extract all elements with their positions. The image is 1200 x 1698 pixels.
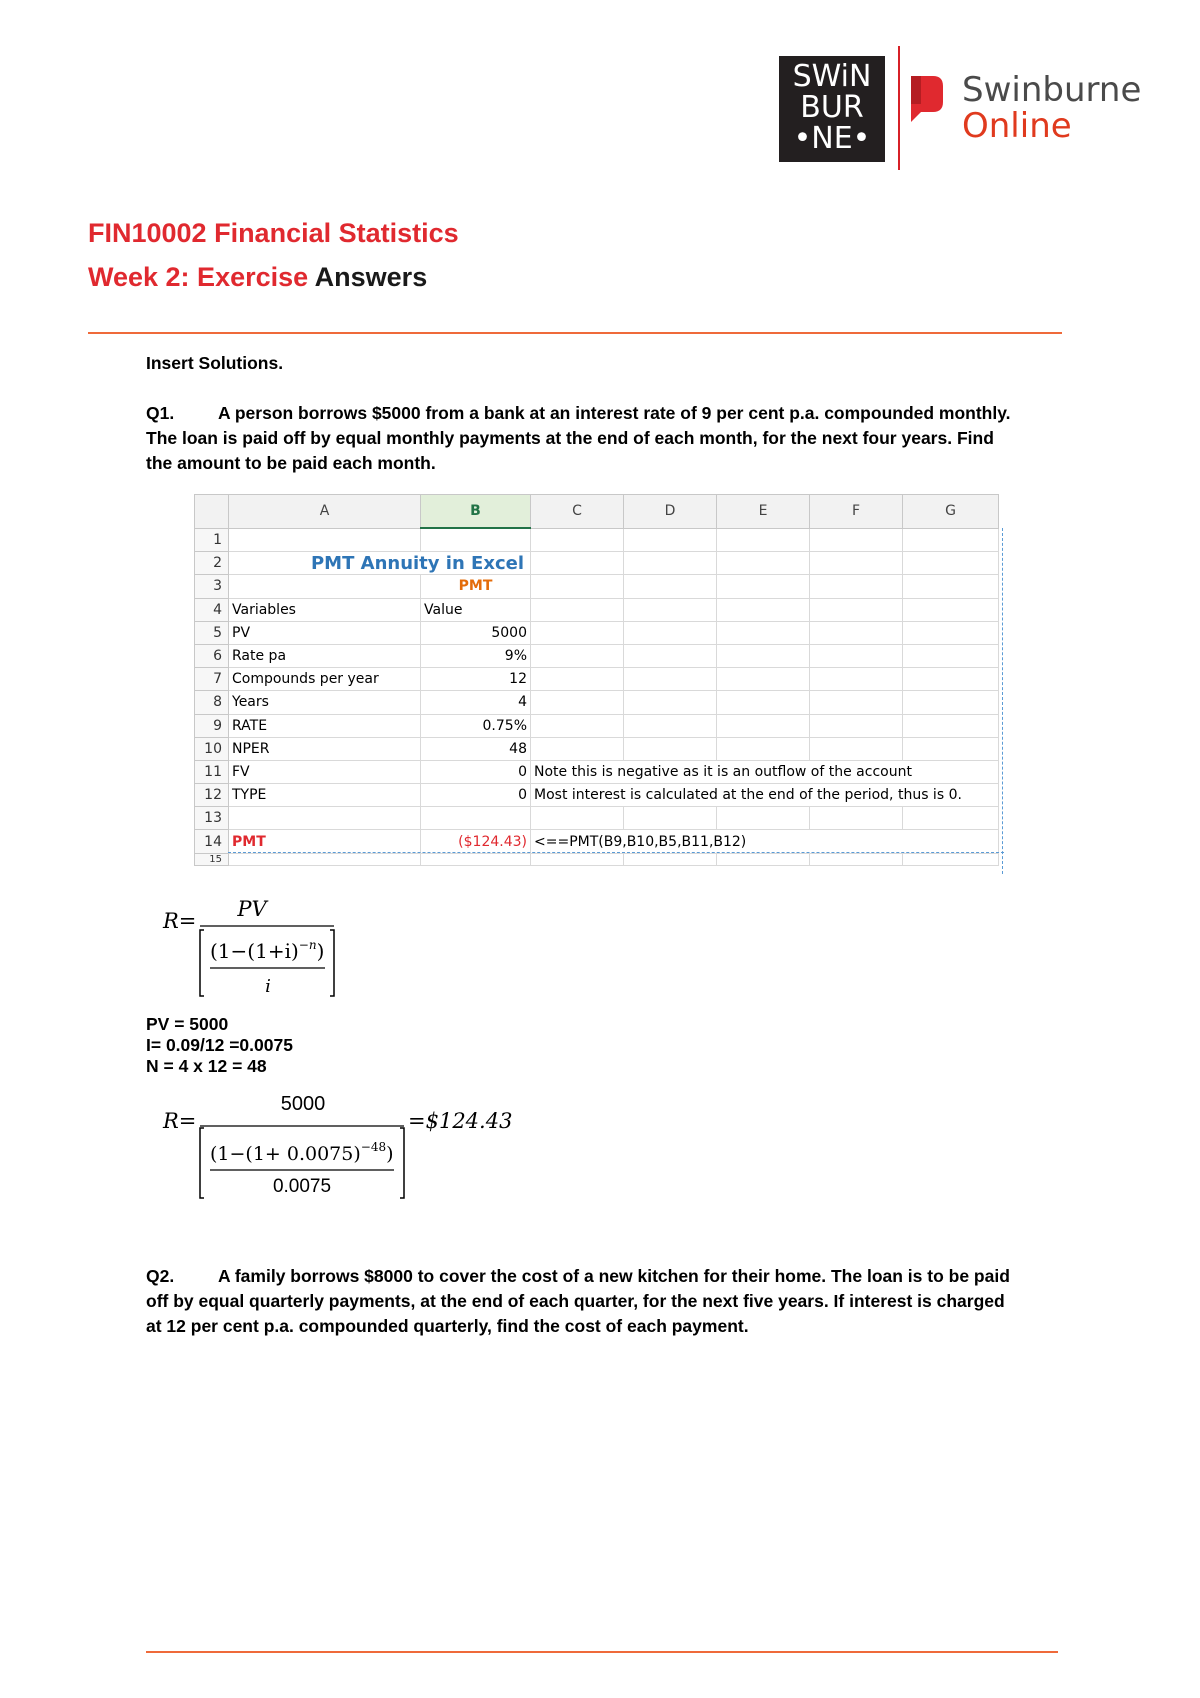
cell[interactable] [717,714,810,737]
cell-b[interactable]: 48 [421,737,531,760]
row-number[interactable]: 4 [195,598,229,621]
cell[interactable] [717,644,810,667]
logo-line-1: SWiN [792,59,872,94]
cell-note[interactable]: Note this is negative as it is an outflow of the account [531,760,999,783]
select-all-corner[interactable] [195,495,229,529]
cell[interactable] [624,807,717,830]
cell[interactable] [531,552,624,575]
cell[interactable] [810,598,903,621]
row-number[interactable]: 15 [195,853,229,865]
cell[interactable] [903,575,999,598]
sheet-row [195,691,999,714]
cell[interactable] [624,714,717,737]
print-area-right-border [1002,528,1003,874]
q2-line-3: at 12 per cent p.a. compounded quarterly, find the cost of each payment. [146,1316,749,1336]
week-title [88,262,427,293]
cell-a[interactable]: Years [229,691,421,714]
cell[interactable] [810,691,903,714]
logo-divider [898,46,900,170]
wordmark-online: Online [962,106,1072,146]
q2-text [146,1264,1066,1339]
sheet-row [195,714,999,737]
cell[interactable] [903,737,999,760]
sheet-subtitle-cell[interactable]: PMT [421,575,531,598]
cell[interactable] [531,644,624,667]
q1-text [146,401,1066,476]
cell[interactable] [903,644,999,667]
cell[interactable] [717,575,810,598]
sheet-row [195,598,999,621]
cell[interactable] [903,853,999,865]
cell[interactable] [810,621,903,644]
cell-b[interactable]: 0.75% [421,714,531,737]
cell[interactable] [624,575,717,598]
cell[interactable] [717,528,810,552]
week-title-black: Answers [314,262,428,292]
q1-line-2: The loan is paid off by equal monthly payments at the end of each month, for the next four years. Find [146,428,994,448]
cell[interactable] [229,575,421,598]
cell[interactable] [531,575,624,598]
cell[interactable] [531,853,624,865]
cell[interactable] [421,807,531,830]
row-number[interactable]: 2 [195,552,229,575]
column-header-d[interactable]: D [624,495,717,529]
week-title-red: Week 2: Exercise [88,262,309,292]
row-number[interactable]: 1 [195,528,229,552]
cell[interactable] [810,737,903,760]
formula2-inner: $(1-(1+ 0.0075)^{-48})$ [210,1140,394,1165]
cell[interactable] [624,621,717,644]
cell-b[interactable]: 12 [421,668,531,691]
cell[interactable] [624,598,717,621]
cell[interactable] [531,714,624,737]
cell[interactable] [903,714,999,737]
cell[interactable] [903,621,999,644]
row-number[interactable]: 3 [195,575,229,598]
formula1-inner: $(1-(1+i)^{-n})$ [210,938,325,963]
row-number[interactable]: 10 [195,737,229,760]
intro-text: Insert Solutions. [146,353,284,373]
column-header-g[interactable]: G [903,495,999,529]
row-number[interactable]: 12 [195,784,229,807]
given-i: I= 0.09/12 =0.0075 [146,1035,293,1055]
cell[interactable] [717,691,810,714]
sheet-row [195,621,999,644]
cell[interactable] [810,528,903,552]
row-number[interactable]: 13 [195,807,229,830]
cell[interactable] [717,853,810,865]
q2-line-1 [146,1264,1066,1289]
cell-a[interactable]: TYPE [229,784,421,807]
cell-b[interactable]: 0 [421,760,531,783]
cell-a[interactable]: PV [229,621,421,644]
header-divider [88,332,1062,334]
q2-line-2: off by equal quarterly payments, at the end of each quarter, for the next five years. If interest is charged [146,1291,1005,1311]
cell[interactable] [810,714,903,737]
cell[interactable] [531,807,624,830]
cell[interactable] [624,668,717,691]
q1-line-1 [146,401,1066,426]
cell-b[interactable]: 5000 [421,621,531,644]
swinburne-logo [779,56,885,162]
sheet-row [195,853,999,865]
q1-label: Q1. [146,403,175,423]
excel-spreadsheet [194,494,1010,872]
cell[interactable] [810,853,903,865]
q2-line-1-text: A family borrows $8000 to cover the cost of a new kitchen for their home. The loan is to be paid [218,1266,1010,1286]
cell[interactable] [810,575,903,598]
cell-note[interactable]: Most interest is calculated at the end of the period, thus is 0. [531,784,999,807]
formula1-numerator: PV [237,897,267,921]
cell[interactable] [810,807,903,830]
q2-label: Q2. [146,1266,175,1286]
cell-a[interactable]: Compounds per year [229,668,421,691]
row-number[interactable]: 9 [195,714,229,737]
cell[interactable] [531,691,624,714]
cell[interactable] [531,621,624,644]
row-number[interactable]: 11 [195,760,229,783]
given-n: N = 4 x 12 = 48 [146,1056,267,1076]
cell[interactable] [421,853,531,865]
cell-a[interactable]: Rate pa [229,644,421,667]
row-number[interactable]: 5 [195,621,229,644]
column-header-e[interactable]: E [717,495,810,529]
cell[interactable] [717,807,810,830]
cell[interactable] [903,691,999,714]
cell[interactable] [421,528,531,552]
cell-a[interactable]: Variables [229,598,421,621]
footer-divider [146,1651,1058,1653]
cell[interactable] [717,598,810,621]
q1-line-3: the amount to be paid each month. [146,453,436,473]
row-number[interactable]: 8 [195,691,229,714]
cell[interactable] [531,737,624,760]
cell[interactable] [531,668,624,691]
row-number[interactable]: 6 [195,644,229,667]
cell-formula-note[interactable]: <==PMT(B9,B10,B5,B11,B12) [531,830,999,853]
course-title: FIN10002 Financial Statistics [88,218,459,248]
sheet-row [195,644,999,667]
cell-b-pmt[interactable]: ($124.43) [421,830,531,853]
cell-b[interactable]: 0 [421,784,531,807]
sheet-row [195,760,999,783]
cell[interactable] [624,528,717,552]
cell-a-pmt[interactable]: PMT [229,830,421,853]
cell[interactable] [229,807,421,830]
sheet-row [195,737,999,760]
given-values [146,1014,293,1077]
sheet-row [195,575,999,598]
cell[interactable] [229,853,421,865]
cell[interactable] [903,668,999,691]
q1-line-1-text: A person borrows $5000 from a bank at an interest rate of 9 per cent p.a. compounded monthly. [218,403,1011,423]
cell[interactable] [903,807,999,830]
cell[interactable] [810,644,903,667]
cell-b[interactable]: 4 [421,691,531,714]
cell[interactable] [624,691,717,714]
sheet-row [195,830,999,853]
column-header-b[interactable]: B [421,495,531,529]
cell-b[interactable]: Value [421,598,531,621]
cell[interactable] [531,598,624,621]
print-area-bottom-border [228,852,1004,853]
cell-a[interactable]: FV [229,760,421,783]
wordmark-swinburne: Swinburne [962,70,1142,110]
sheet-row [195,552,999,575]
cell[interactable] [717,621,810,644]
cell[interactable] [903,528,999,552]
cell[interactable] [903,552,999,575]
sheet-row [195,528,999,552]
formula2-lhs: R= [163,1109,197,1133]
cell[interactable] [624,644,717,667]
cell[interactable] [531,528,624,552]
formula1-denominator: i [265,976,271,997]
row-number[interactable]: 14 [195,830,229,853]
column-header-c[interactable]: C [531,495,624,529]
row-number[interactable]: 7 [195,668,229,691]
cell[interactable] [717,552,810,575]
logo-line-2: BUR [800,90,864,125]
given-pv: PV = 5000 [146,1014,229,1034]
cell[interactable] [810,668,903,691]
formula-general [160,896,350,1000]
cell-a[interactable]: RATE [229,714,421,737]
cell[interactable] [229,528,421,552]
cell[interactable] [810,552,903,575]
column-header-f[interactable]: F [810,495,903,529]
sheet-row [195,784,999,807]
cell[interactable] [624,552,717,575]
sheet-row [195,807,999,830]
cell-a[interactable]: NPER [229,737,421,760]
cell[interactable] [903,598,999,621]
formula2-numerator: 5000 [280,1093,326,1115]
sheet-row [195,668,999,691]
swinburne-online-wordmark [962,72,1141,144]
cell-b[interactable]: 9% [421,644,531,667]
cell[interactable] [717,668,810,691]
formula1-lhs: R= [163,909,197,933]
cell[interactable] [624,737,717,760]
column-header-a[interactable]: A [229,495,421,529]
cell[interactable] [717,737,810,760]
speech-bubble-icon [907,72,947,124]
formula-substituted [160,1090,520,1202]
sheet-title-cell[interactable]: PMT Annuity in Excel [229,552,531,575]
formula2-denominator: 0.0075 [272,1176,332,1197]
logo-line-3: •NE• [793,121,871,156]
formula2-result: =$124.43 [408,1109,513,1133]
cell[interactable] [624,853,717,865]
